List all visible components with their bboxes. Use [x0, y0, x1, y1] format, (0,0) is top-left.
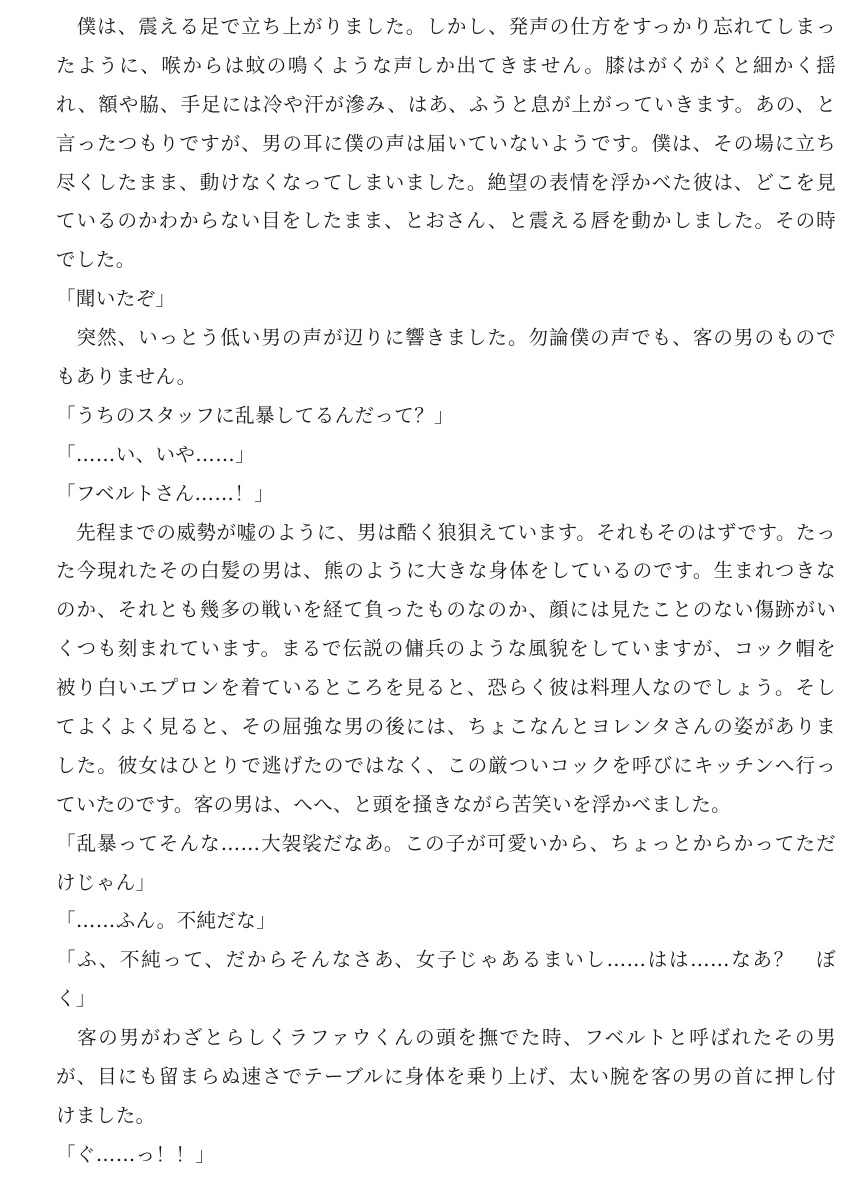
text-line: くつも刻まれています。まるで伝説の傭兵のような風貌をしていますが、コック帽を: [56, 637, 836, 661]
text-line: 突然、いっとう低い男の声が辺りに響きました。勿論僕の声でも、客の男のもので: [56, 326, 836, 350]
dialogue-line: 「うちのスタッフに乱暴してるんだって？」: [56, 403, 455, 427]
text-line: 言ったつもりですが、男の耳に僕の声は届いていないようです。僕は、その場に立ち: [56, 131, 836, 155]
text-line: てよくよく見ると、その屈強な男の後には、ちょこなんとヨレンタさんの姿がありま: [56, 715, 836, 739]
dialogue-line: く」: [56, 987, 96, 1011]
text-line: 先程までの威勢が嘘のように、男は酷く狼狽えています。それもそのはずです。たっ: [56, 520, 836, 544]
text-line: ているのかわからない目をしたまま、とおさん、と震える唇を動かしました。その時: [56, 209, 836, 233]
dialogue-line: 「ふ、不純って、だからそんなさあ、女子じゃあるまいし……はは……なあ？ ぼ: [56, 948, 836, 972]
text-line: でした。: [56, 248, 136, 272]
dialogue-line: 「フベルトさん……！」: [56, 481, 275, 505]
text-line: たように、喉からは蚊の鳴くような声しか出てきません。膝はがくがくと細かく揺: [56, 53, 836, 77]
text-line: けました。: [56, 1103, 156, 1127]
dialogue-line: 「ぐ……っ！！」: [56, 1142, 216, 1166]
text-line: 僕は、震える足で立ち上がりました。しかし、発声の仕方をすっかり忘れてしまっ: [56, 15, 836, 38]
text-line: もありません。: [56, 365, 197, 389]
document-page: [56, 8, 836, 1175]
text-line: 客の男がわざとらしくラファウくんの頭を撫でた時、フベルトと呼ばれたその男: [56, 1026, 836, 1050]
text-line: が、目にも留まらぬ速さでテーブルに身体を乗り上げ、太い腕を客の男の首に押し付: [56, 1065, 836, 1089]
text-line: 被り白いエプロンを着ているところを見ると、恐らく彼は料理人なのでしょう。そし: [56, 676, 836, 700]
text-line: ていたのです。客の男は、へへ、と頭を掻きながら苦笑いを浮かべました。: [56, 792, 732, 816]
dialogue-line: 「乱暴ってそんな……大袈裟だなあ。この子が可愛いから、ちょっとからかってただ: [56, 831, 836, 855]
dialogue-line: けじゃん」: [56, 870, 156, 894]
text-line: のか、それとも幾多の戦いを経て負ったものなのか、顔には見たことのない傷跡がい: [56, 598, 836, 622]
text-line: した。彼女はひとりで逃げたのではなく、この厳ついコックを呼びにキッチンへ行っ: [56, 753, 836, 777]
text-line: れ、額や脇、手足には冷や汗が滲み、はあ、ふうと息が上がっていきます。あの、と: [56, 92, 836, 116]
text-line: 尽くしたまま、動けなくなってしまいました。絶望の表情を浮かべた彼は、どこを見: [56, 170, 836, 194]
dialogue-line: 「……ふん。不純だな」: [56, 909, 277, 933]
dialogue-line: 「聞いたぞ」: [56, 287, 176, 311]
dialogue-line: 「……い、いや……」: [56, 442, 256, 466]
text-line: た今現れたその白髪の男は、熊のように大きな身体をしているのです。生まれつきな: [56, 559, 836, 583]
